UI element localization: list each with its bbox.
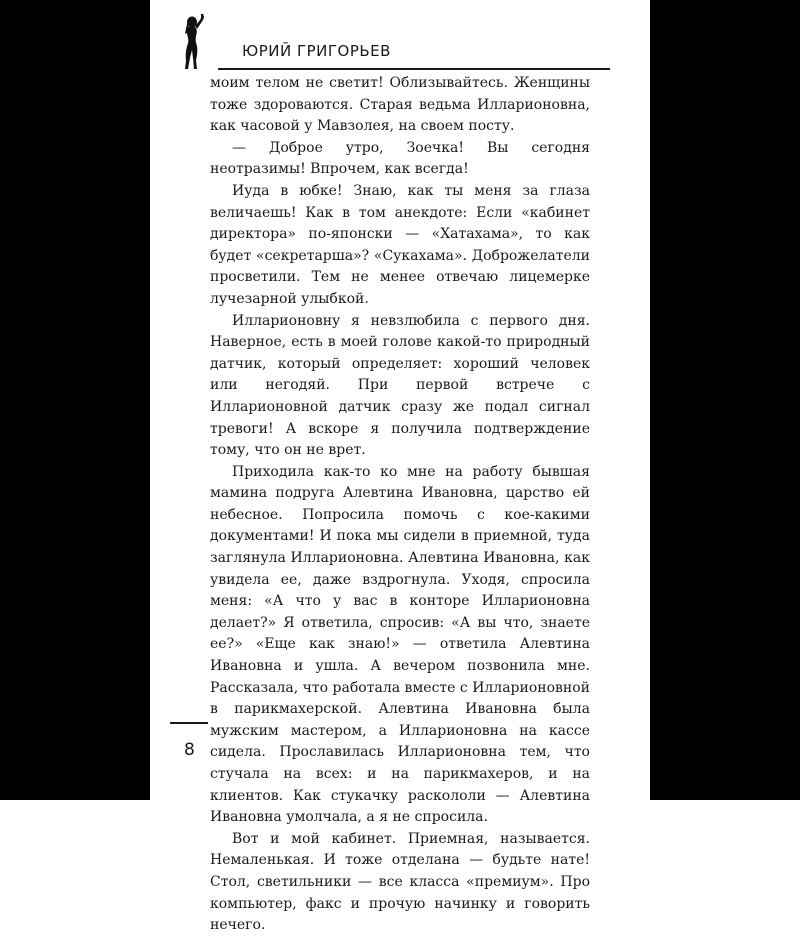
right-dark-border <box>650 0 800 800</box>
paragraph: Приходила как-то ко мне на работу бывшая мамина подруга Алевтина Ивановна, царство ей небесное. Попросила помочь с кое-какими документами! И пока мы сидели в приемной, туда заглянула Илларионовна. Алевтина Ивановна, как увидела ее, даже вздрогнула. Уходя, спросила меня: «А что у вас в конторе Илларионовна делает?» Я ответила, спросив: «А вы что, знаете ее?» «Еще как знаю!» — ответила Алевтина Ивановна и ушла. А вечером позвонила мне. Рассказала, что работала вместе с Илларионовной в парикмахерской. Алевтина Ивановна была мужским мастером, а Илларионовна на кассе сидела. Прославилась Илларионовна тем, что стучала на всех: и на парикмахеров, и на клиентов. Как стукачку раскололи — Алевтина Ивановна умолчала, а я не спросила. <box>210 463 590 826</box>
book-page <box>150 0 650 934</box>
paragraph: Илларионовну я невзлюбила с первого дня. Наверное, есть в моей голове какой-то природный датчик, который определяет: хороший человек или негодяй. При первой встрече с Илларионовной датчик сразу же подал сигнал тревоги! А вскоре я получила подтверждение тому, что он не врет. <box>210 312 590 459</box>
left-dark-border <box>0 0 150 800</box>
header-rule <box>218 68 610 70</box>
paragraph: Иуда в юбке! Знаю, как ты меня за глаза величаешь! Как в том анекдоте: Если «кабинет директора» по-японски — «Хатахама», то как будет «секретарша»? «Сукахама». Доброжелатели просветили. Тем не менее отвечаю лицемерке лучезарной улыбкой. <box>210 182 590 307</box>
running-header <box>170 14 610 70</box>
body-text <box>210 73 590 937</box>
paragraph: Вот и мой кабинет. Приемная, называется. Немаленькая. И тоже отделана — будьте нате! Стол, светильники — все класса «премиум». Про компьютер, факс и прочую начинку и говорить нечего. <box>210 830 590 934</box>
footer-rule <box>170 722 208 724</box>
author-name: ЮРИЙ ГРИГОРЬЕВ <box>242 42 391 60</box>
paragraph: — Доброе утро, Зоечка! Вы сегодня неотразимы! Впрочем, как всегда! <box>210 139 590 178</box>
paragraph: моим телом не светит! Облизывайтесь. Женщины тоже здороваются. Старая ведьма Илларионовна, как часовой у Мавзолея, на своем посту. <box>210 75 590 135</box>
woman-silhouette-with-pistol-icon <box>176 14 216 70</box>
page-number: 8 <box>184 740 195 760</box>
